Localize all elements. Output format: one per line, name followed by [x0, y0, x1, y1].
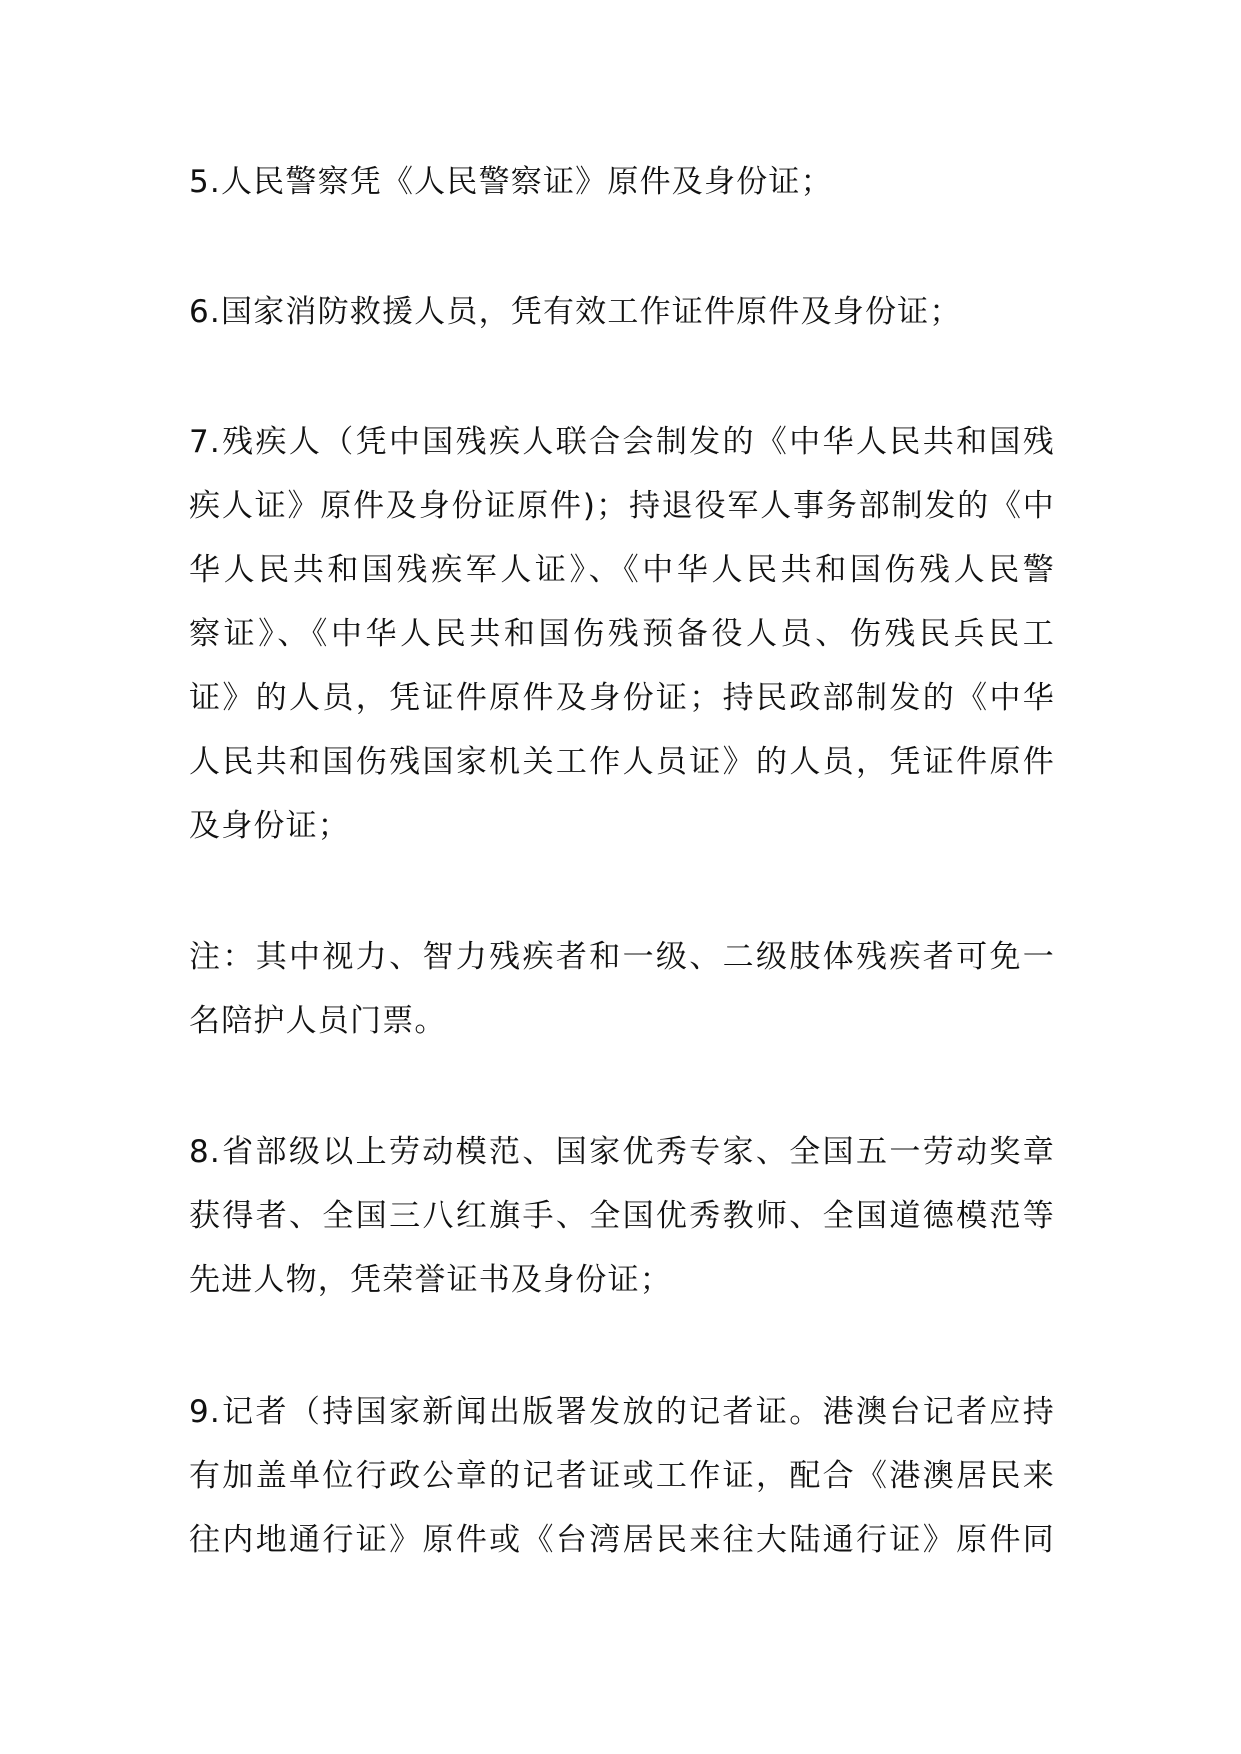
text-line: 先进人物，凭荣誉证书及身份证；	[189, 1262, 672, 1298]
text-line: 往内地通行证》原件或《台湾居民来往大陆通行证》原件同	[189, 1522, 1055, 1558]
paragraph-item-9	[189, 1380, 1055, 1572]
text-line: 9.记者（持国家新闻出版署发放的记者证。港澳台记者应持	[189, 1394, 1055, 1430]
text-line: 华人民共和国残疾军人证》、《中华人民共和国伤残人民警	[189, 552, 1055, 588]
text-line: 5.人民警察凭《人民警察证》原件及身份证；	[189, 164, 833, 200]
paragraph-item-5	[189, 150, 1055, 214]
text-line: 获得者、全国三八红旗手、全国优秀教师、全国道德模范等	[189, 1198, 1055, 1234]
paragraph-note	[189, 925, 1055, 1053]
text-line: 7.残疾人（凭中国残疾人联合会制发的《中华人民共和国残	[189, 424, 1055, 460]
text-line: 有加盖单位行政公章的记者证或工作证，配合《港澳居民来	[189, 1458, 1055, 1494]
text-line: 名陪护人员门票。	[189, 1003, 447, 1039]
text-line: 证》的人员，凭证件原件及身份证；持民政部制发的《中华	[189, 680, 1055, 716]
paragraph-item-6	[189, 280, 1055, 344]
paragraph-item-8	[189, 1120, 1055, 1312]
text-line: 察证》、《中华人民共和国伤残预备役人员、伤残民兵民工	[189, 616, 1055, 652]
text-line: 8.省部级以上劳动模范、国家优秀专家、全国五一劳动奖章	[189, 1134, 1055, 1170]
paragraph-item-7	[189, 410, 1055, 858]
text-line: 6.国家消防救援人员，凭有效工作证件原件及身份证；	[189, 294, 962, 330]
text-line: 疾人证》原件及身份证原件)；持退役军人事务部制发的《中	[189, 488, 1055, 524]
text-line: 注：其中视力、智力残疾者和一级、二级肢体残疾者可免一	[189, 939, 1055, 975]
text-line: 及身份证；	[189, 808, 350, 844]
text-line: 人民共和国伤残国家机关工作人员证》的人员，凭证件原件	[189, 744, 1055, 780]
